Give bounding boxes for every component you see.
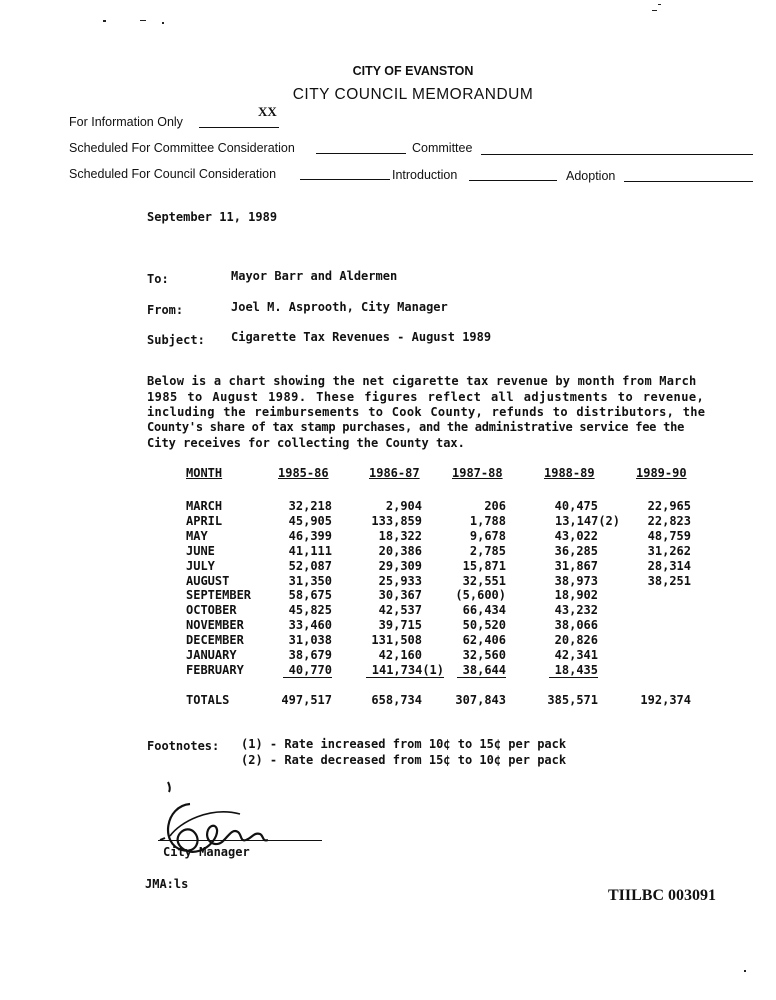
value-cell: 50,520 [462, 618, 506, 633]
value-cell: 48,759 [647, 528, 691, 543]
scan-speck [103, 20, 106, 22]
value-cell: 42,341 [554, 648, 598, 662]
value-cell: 25,933 [378, 573, 422, 588]
value-cell: 32,551 [462, 573, 506, 588]
committee-label: Committee [412, 141, 473, 155]
value-cell: 20,386 [378, 543, 422, 558]
scan-speck [744, 970, 746, 972]
value-cell: 52,087 [288, 558, 332, 573]
committee-consideration-label: Scheduled For Committee Consideration [69, 141, 295, 155]
value-cell: 32,560 [462, 648, 506, 662]
value-cell: 45,825 [288, 603, 332, 618]
footnotes-label: Footnotes: [147, 739, 220, 753]
value-cell: 32,218 [288, 499, 332, 513]
council-consideration-label: Scheduled For Council Consideration [69, 167, 277, 181]
month-cell: DECEMBER [186, 633, 244, 648]
column-header: 1988-89 [544, 466, 595, 480]
paragraph-line: Below is a chart showing the net cigarette tax revenue by month from March [147, 374, 697, 388]
adoption-label: Adoption [566, 169, 616, 183]
value-cell: 9,678 [469, 528, 506, 543]
total-cell: 192,374 [640, 693, 691, 707]
month-cell: MAY [186, 528, 208, 543]
totals-label: TOTALS [186, 693, 230, 707]
total-cell: 307,843 [455, 693, 506, 707]
introduction-blank [469, 180, 557, 181]
value-cell: 62,406 [462, 633, 506, 648]
value-cell: 18,435 [549, 663, 598, 678]
total-cell: 658,734 [371, 693, 422, 707]
bates-stamp: TIILBC 003091 [608, 887, 717, 904]
subject-label: Subject: [147, 333, 205, 347]
value-cell: 41,111 [288, 543, 332, 558]
signature-title: City Manager [163, 845, 250, 859]
to-value: Mayor Barr and Aldermen [231, 269, 398, 283]
value-cell: 45,905 [288, 513, 332, 528]
adoption-blank [624, 181, 753, 182]
value-cell: 31,262 [647, 543, 691, 558]
month-cell: OCTOBER [186, 603, 237, 618]
memo-title: CITY COUNCIL MEMORANDUM [292, 86, 534, 103]
value-cell: 1,788 [469, 513, 506, 528]
value-cell: 40,770 [283, 663, 332, 678]
month-cell: APRIL [186, 513, 223, 528]
value-cell: 15,871 [462, 558, 506, 573]
month-cell: AUGUST [186, 573, 230, 588]
month-cell: FEBRUARY [186, 662, 244, 677]
value-cell: 39,715 [378, 618, 422, 633]
value-cell: 38,066 [554, 618, 598, 633]
column-header: 1986-87 [369, 466, 420, 480]
value-cell: 18,322 [378, 528, 422, 543]
scan-speck [140, 20, 146, 21]
value-cell: 40,475 [554, 499, 598, 513]
memo-date: September 11, 1989 [147, 210, 278, 224]
value-cell: 38,973 [554, 573, 598, 588]
value-cell: 43,232 [554, 603, 598, 618]
value-cell: 206 [484, 499, 506, 513]
value-cell: 31,350 [288, 573, 332, 588]
month-cell: SEPTEMBER [186, 588, 252, 603]
value-cell: 66,434 [462, 603, 506, 618]
value-cell: 46,399 [288, 528, 332, 543]
info-only-label: For Information Only [69, 115, 183, 129]
total-cell: 497,517 [281, 693, 332, 707]
column-header: 1985-86 [278, 466, 329, 480]
footnote-2: (2) - Rate decreased from 15¢ to 10¢ per pack [241, 753, 567, 767]
value-cell: 42,537 [378, 603, 422, 618]
column-header: MONTH [186, 466, 223, 480]
value-cell: 2,904 [385, 499, 422, 513]
scan-speck [658, 4, 661, 5]
value-cell: 13,147(2) [554, 513, 620, 528]
value-cell: 36,285 [554, 543, 598, 558]
footnote-1: (1) - Rate increased from 10¢ to 15¢ per pack [241, 737, 567, 751]
paragraph-line: City receives for collecting the County tax. [147, 436, 465, 450]
value-cell: 42,160 [378, 648, 422, 662]
from-label: From: [147, 303, 184, 317]
value-cell: 33,460 [288, 618, 332, 633]
value-cell: 43,022 [554, 528, 598, 543]
value-cell: 31,867 [554, 558, 598, 573]
month-cell: JUNE [186, 543, 215, 558]
value-cell: 38,251 [647, 573, 691, 588]
typist-initials: JMA:ls [145, 877, 189, 891]
to-label: To: [147, 272, 169, 286]
month-cell: NOVEMBER [186, 618, 244, 633]
value-cell: 29,309 [378, 558, 422, 573]
paragraph-line: 1985 to August 1989. These figures reflect all adjustments to revenue, [147, 390, 705, 404]
value-cell: 31,038 [288, 633, 332, 648]
council-consideration-blank [300, 179, 390, 180]
info-only-mark: XX [258, 104, 277, 119]
month-cell: MARCH [186, 499, 223, 513]
scan-speck [652, 10, 657, 11]
introduction-label: Introduction [392, 168, 458, 182]
value-cell: 131,508 [371, 633, 422, 648]
column-header: 1987-88 [452, 466, 503, 480]
signature-line [158, 840, 322, 841]
value-cell: (5,600) [455, 588, 506, 603]
info-only-blank [199, 127, 279, 128]
value-cell: 141,734(1) [366, 663, 444, 678]
total-cell: 385,571 [547, 693, 598, 707]
value-cell: 28,314 [647, 558, 691, 573]
value-cell: 18,902 [554, 588, 598, 603]
value-cell: 58,675 [288, 588, 332, 603]
city-name: CITY OF EVANSTON [352, 64, 474, 78]
month-cell: JULY [186, 558, 215, 573]
value-cell: 30,367 [378, 588, 422, 603]
column-header: 1989-90 [636, 466, 687, 480]
committee-consideration-blank [316, 153, 406, 154]
value-cell: 38,679 [288, 648, 332, 662]
value-cell: 22,823 [647, 513, 691, 528]
from-value: Joel M. Asprooth, City Manager [231, 300, 448, 314]
value-cell: 133,859 [371, 513, 422, 528]
committee-blank [481, 154, 753, 155]
value-cell: 38,644 [457, 663, 506, 678]
month-cell: JANUARY [186, 648, 237, 662]
paragraph-line: including the reimbursements to Cook County, refunds to distributors, the [147, 405, 706, 419]
scan-speck [162, 22, 164, 24]
value-cell: 2,785 [469, 543, 506, 558]
value-cell: 22,965 [647, 499, 691, 513]
value-cell: 20,826 [554, 633, 598, 648]
paragraph-line: County's share of tax stamp purchases, and the administrative service fee the [147, 420, 685, 434]
subject-value: Cigarette Tax Revenues - August 1989 [231, 330, 492, 344]
